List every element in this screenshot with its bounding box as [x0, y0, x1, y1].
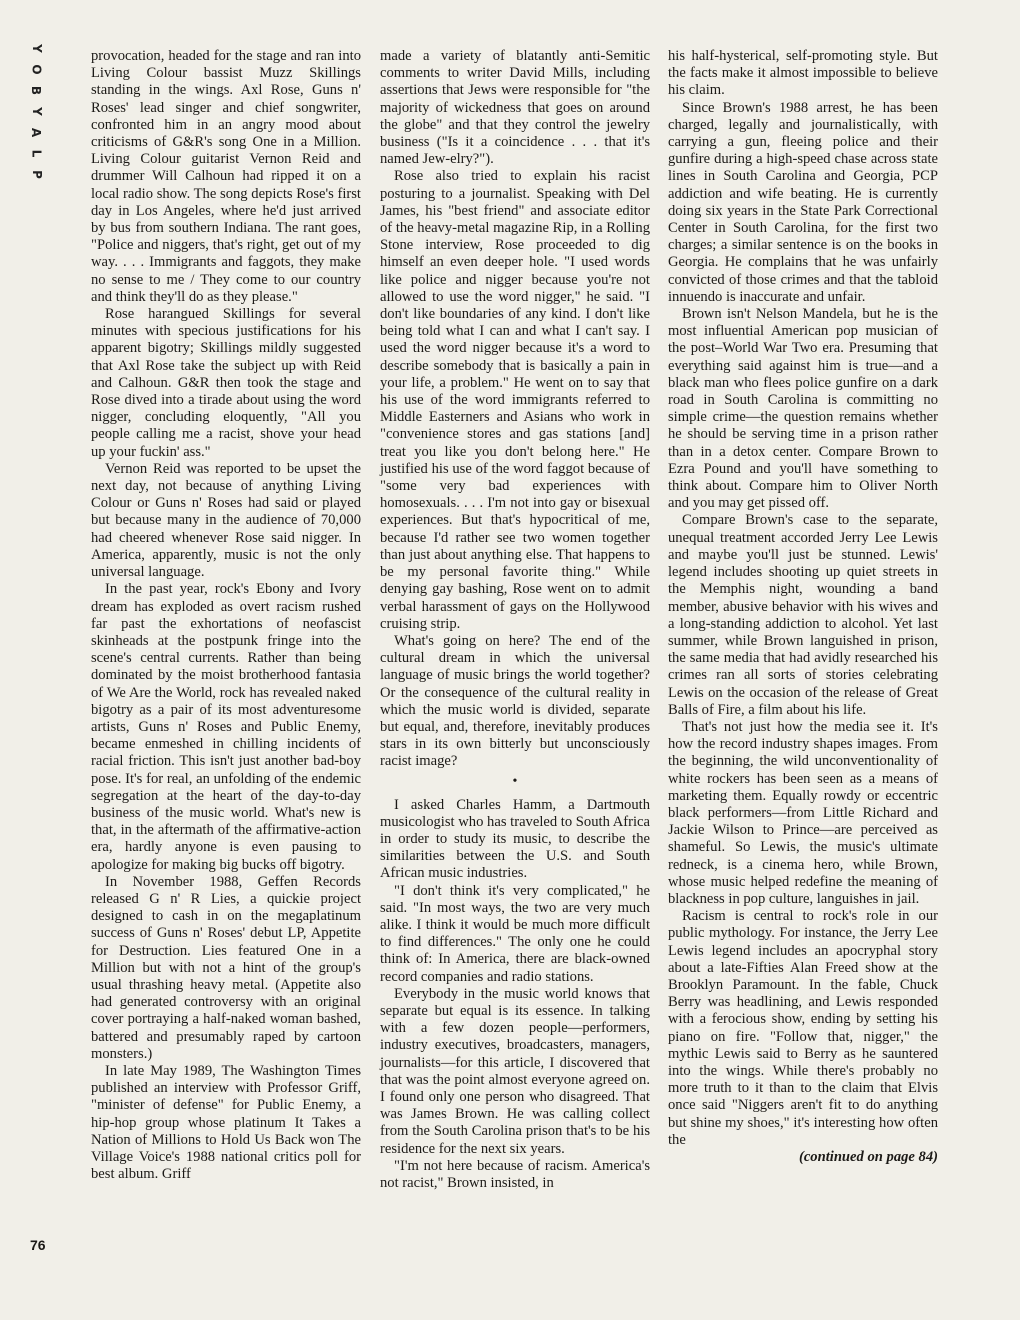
- masthead-letter: L: [29, 149, 44, 158]
- paragraph: made a variety of blatantly anti-Semitic comments to writer David Mills, including assertions that Jews were responsible for "the majority of wickedness that goes on around the globe" and that they control the jewelry business ("Is it a coincidence . . . that it's named Jew-elry?").: [380, 48, 650, 168]
- paragraph: In November 1988, Geffen Records released G n' R Lies, a quickie project designed to cash in on the megaplatinum success of Guns n' Roses' debut LP, Appetite for Destruction. Lies featured One in a Million but with not a hint of the group's usual thrashing heavy metal. (Appetite also had generated controversy with an original cover portraying a half-naked woman bashed, battered and presumably raped by cartoon monsters.): [91, 873, 361, 1062]
- masthead-letter: Y: [29, 44, 44, 53]
- paragraph: Racism is central to rock's role in our public mythology. For instance, the Jerry Lee Lewis legend includes an apocryphal story about a late-Fifties Alan Freed show at the Brooklyn Paramount. In the fable, Chuck Berry was headlining, and Lewis responded with a ferocious show, ending by setting his piano on fire. "Follow that, nigger," the mythic Lewis said to Berry as he sauntered into the wings. While there's probably no more truth to it than to the claim that Elvis once said "Niggers aren't fit to do anything but shine my shoes," it's interesting how often the: [668, 908, 938, 1148]
- paragraph: provocation, headed for the stage and ran into Living Colour bassist Muzz Skillings standing in the wings. Axl Rose, Guns n' Roses' lead singer and chief songwriter, confronted him in an angry mood about criticisms of G&R's song One in a Million. Living Colour guitarist Vernon Reid and drummer Will Calhoun had ripped it on a local radio show. The song depicts Rose's first day in Los Angeles, where he'd just arrived by bus from southern Indiana. The rant goes, "Police and niggers, that's right, get out of my way. . . . Immigrants and faggots, they make no sense to me / They come to our country and think they'll do as they please.": [91, 48, 361, 305]
- paragraph: Compare Brown's case to the separate, unequal treatment accorded Jerry Lee Lewis and maybe you'll just be stunned. Lewis' legend includes shooting up quiet streets in the Memphis night, wounding a band member, abusive behavior with his wives and a long-standing addiction to alcohol. Yet last summer, while Brown languished in prison, the same media that had avidly researched his crimes ran all sorts of stories celebrating Lewis on the occasion of the release of Great Balls of Fire, a film about his life.: [668, 512, 938, 718]
- paragraph: Rose harangued Skillings for several minutes with specious justifications for his apparent bigotry; Skillings mildly suggested that Axl Rose take the subject up with Reid and Calhoun. G&R then took the stage and Rose dived into a tirade about using the word nigger, concluding eloquently, "All you people calling me a racist, shove your head up your fuckin' ass.": [91, 306, 361, 460]
- masthead-letter: A: [29, 127, 44, 138]
- masthead-letter: P: [29, 170, 44, 179]
- masthead-letter: B: [29, 85, 44, 96]
- paragraph: I asked Charles Hamm, a Dartmouth musicologist who has traveled to South Africa in order to study its music, to describe the similarities between the U.S. and South African music industries.: [380, 796, 650, 882]
- masthead: [28, 38, 44, 185]
- paragraph: Since Brown's 1988 arrest, he has been charged, legally and journalistically, with carrying a gun, fleeing police and their gunfire during a high-speed chase across state lines in South Carolina and Georgia, PCP addiction and wife beating. He is currently doing six years in the State Park Correctional Center in South Carolina, for the first two charges; a similar sentence is on the books in Georgia. He complains that he was unfairly convicted of those crimes and that the tabloid innuendo is inaccurate and unfair.: [668, 99, 938, 305]
- page-number: 76: [30, 1237, 46, 1253]
- article-column-3: [668, 48, 938, 1166]
- paragraph: In the past year, rock's Ebony and Ivory dream has exploded as overt racism rushed far past the exhortations of neofascist skinheads at the postpunk fringe into the scene's central currents. Rather than being dominated by the moist brotherhood fantasia of We Are the World, rock has revealed naked bigotry as a pair of its most adventuresome artists, Guns n' Roses and Public Enemy, became enmeshed in chilling incidents of racial friction. This isn't just another bad-boy pose. It's for real, an unfolding of the endemic segregation at the heart of the day-to-day business of the music world. What's new is that, in the aftermath of the affirmative-action era, hardly anyone is even pausing to apologize for making big bucks off bigotry.: [91, 581, 361, 873]
- article-column-2: [380, 48, 650, 1192]
- paragraph: his half-hysterical, self-promoting style. But the facts make it almost impossible to believe his claim.: [668, 48, 938, 99]
- paragraph: That's not just how the media see it. It's how the record industry shapes images. From the beginning, the wild unconventionality of white rockers has been seen as a means of marketing them. Equally rowdy or eccentric black performers—from Little Richard and Jackie Wilson to Prince—are perceived as shameful. So Lewis, the music's ultimate redneck, is a cinema hero, while Brown, whose music helped redefine the meaning of blackness in pop culture, languishes in jail.: [668, 718, 938, 907]
- masthead-letter: Y: [29, 107, 44, 116]
- article-column-1: [91, 48, 361, 1183]
- section-break-bullet: •: [512, 773, 518, 789]
- continued-line: (continued on page 84): [798, 1149, 938, 1165]
- paragraph: "I don't think it's very complicated," he said. "In most ways, the two are very much alike. I think it would be much more difficult to find differences." The only one he could think of: In America, there are black-owned record companies and radio stations.: [380, 882, 650, 985]
- paragraph: Everybody in the music world knows that separate but equal is its essence. In talking with a few dozen people—performers, industry executives, broadcasters, managers, journalists—for this article, I discovered that that was the point almost everyone agreed on. I found only one person who disagreed. That was James Brown. He was calling collect from the South Carolina prison that's to be his residence for the next six years.: [380, 985, 650, 1157]
- paragraph: In late May 1989, The Washington Times published an interview with Professor Griff, "minister of defense" for Public Enemy, a hip-hop group whose platinum It Takes a Nation of Millions to Hold Us Back won The Village Voice's 1988 national critics poll for best album. Griff: [91, 1062, 361, 1183]
- paragraph: Rose also tried to explain his racist posturing to a journalist. Speaking with Del James, his "best friend" and associate editor of the heavy-metal magazine Rip, in a Rolling Stone interview, Rose proceeded to dig himself an even deeper hole. "I used words like police and nigger because you're not allowed to use the word nigger," he said. "I don't like boundaries of any kind. I don't like being told what I can and what I can't say. I used the word nigger because it's a word to describe somebody that is basically a pain in your life, a problem." He went on to say that his use of the word immigrants referred to Middle Easterners and Asians who work in "convenience stores and gas stations [and] treat you like you don't belong here." He justified his use of the word faggot because of "some very bad experiences with homosexuals. . . . I'm not into gay or bisexual experiences. But that's hypocritical of me, because I'd rather see two women together than just about anything else. That happens to be my personal favorite thing." While denying gay bashing, Rose went on to admit verbal harassment of gays on the Hollywood cruising strip.: [380, 168, 650, 632]
- paragraph: What's going on here? The end of the cultural dream in which the universal language of music brings the world together? Or the consequence of the cultural reality in which the music world is divided, separate but equal, and, therefore, inevitably produces stars in its own bitterly but unconsciously racist image?: [380, 632, 650, 770]
- masthead-letter: O: [29, 64, 44, 75]
- paragraph: Vernon Reid was reported to be upset the next day, not because of anything Living Colour or Guns n' Roses had said or played but because many in the audience of 70,000 had cheered whenever Rose said nigger. In America, apparently, music is not the only universal language.: [91, 460, 361, 581]
- paragraph: Brown isn't Nelson Mandela, but he is the most influential American pop musician of the post–World War Two era. Presuming that everything said against him is true—and a black man who flees police gunfire on a dark road in South Carolina is committing no simple crime—the question remains whether he should be serving time in a prison rather than in a detox center. Compare Brown to Ezra Pound and you'll have something to think about. Compare him to Oliver North and you may get pissed off.: [668, 306, 938, 512]
- paragraph: "I'm not here because of racism. America's not racist," Brown insisted, in: [380, 1157, 650, 1191]
